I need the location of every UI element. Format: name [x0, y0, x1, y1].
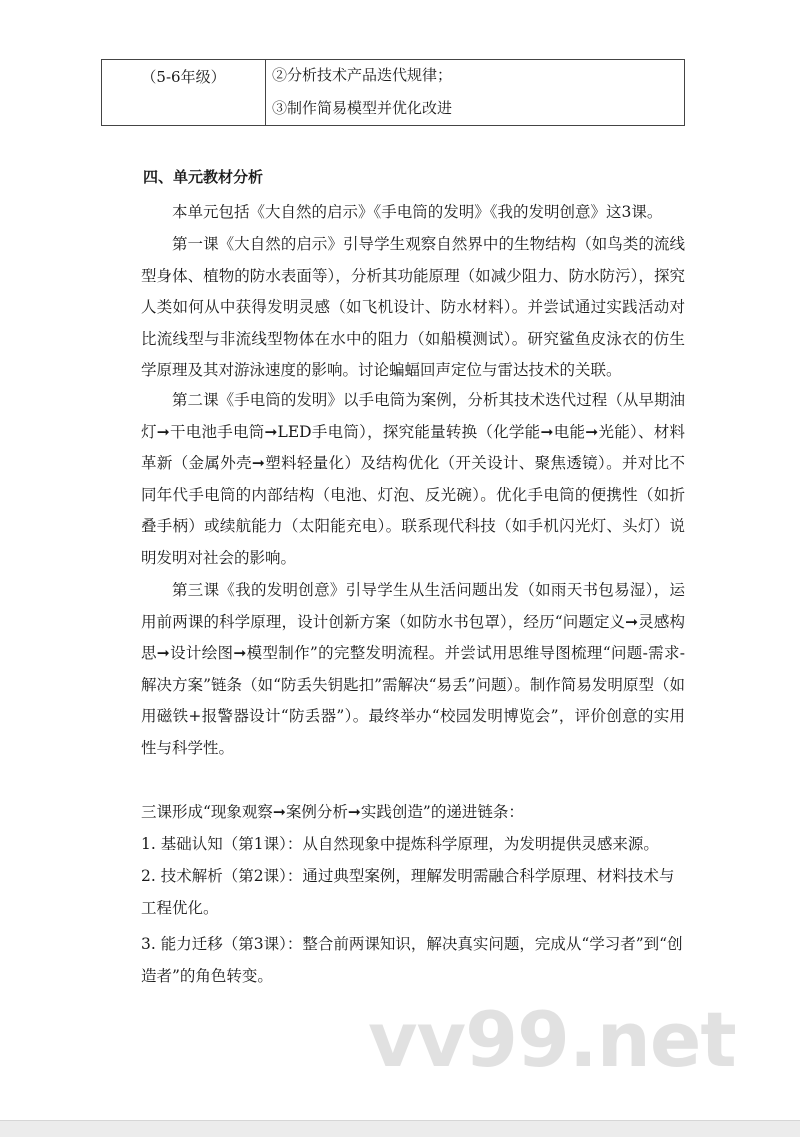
chain-point-1: 1. 基础认知（第1课）：从自然现象中提炼科学原理，为发明提供灵感来源。: [141, 835, 659, 853]
watermark: vv99.net: [368, 995, 736, 1084]
chain-point-3: 3. 能力迁移（第3课）：整合前两课知识，解决真实问题，完成从“学习者”到“创造者”的角色转变。: [141, 935, 683, 985]
lesson3-paragraph: 第三课《我的发明创意》引导学生从生活问题出发（如雨天书包易湿），运用前两课的科学原理，设计创新方案（如防水书包罩），经历“问题定义➞灵感构思➞设计绘图➞模型制作”的完整发明流程。并尝试用思维导图梳理“问题-需求-解决方案”链条（如“防丢失钥匙扣”需解决“易丢”问题）。制作简易发明原型（如用磁铁+报警器设计“防丢器”）。最终举办“校园发明博览会”，评价创意的实用性与科学性。: [141, 581, 685, 757]
objectives-cell: [266, 60, 684, 125]
section-heading: 四、单元教材分析: [143, 168, 264, 186]
grade-cell: （5-6年级）: [102, 60, 266, 125]
objectives-table-fragment: [101, 59, 685, 126]
objective-item-2: ②分析技术产品迭代规律；: [272, 66, 453, 84]
chain-point-2: 2. 技术解析（第2课）：通过典型案例，理解发明需融合科学原理、材料技术与工程优化。: [141, 867, 675, 917]
lesson2-paragraph: 第二课《手电筒的发明》以手电筒为案例，分析其技术迭代过程（从早期油灯➞干电池手电筒➞LED手电筒），探究能量转换（化学能➞电能➞光能）、材料革新（金属外壳➞塑料轻量化）及结构优化（开关设计、聚焦透镜）。并对比不同年代手电筒的内部结构（电池、灯泡、反光碗）。优化手电筒的便携性（如折叠手柄）或续航能力（太阳能充电）。联系现代科技（如手机闪光灯、头灯）说明发明对社会的影响。: [141, 391, 685, 567]
objective-item-3: ③制作简易模型并优化改进: [272, 99, 453, 117]
page-bottom-bar: [0, 1120, 800, 1137]
chain-intro: 三课形成“现象观察➞案例分析➞实践创造”的递进链条：: [141, 803, 524, 821]
intro-paragraph: 本单元包括《大自然的启示》《手电筒的发明》《我的发明创意》这3课。: [172, 203, 663, 221]
lesson1-paragraph: 第一课《大自然的启示》引导学生观察自然界中的生物结构（如鸟类的流线型身体、植物的防水表面等），分析其功能原理（如减少阻力、防水防污），探究人类如何从中获得发明灵感（如飞机设计、防水材料）。并尝试通过实践活动对比流线型与非流线型物体在水中的阻力（如船模测试）。研究鲨鱼皮泳衣的仿生学原理及其对游泳速度的影响。讨论蝙蝠回声定位与雷达技术的关联。: [141, 235, 685, 379]
